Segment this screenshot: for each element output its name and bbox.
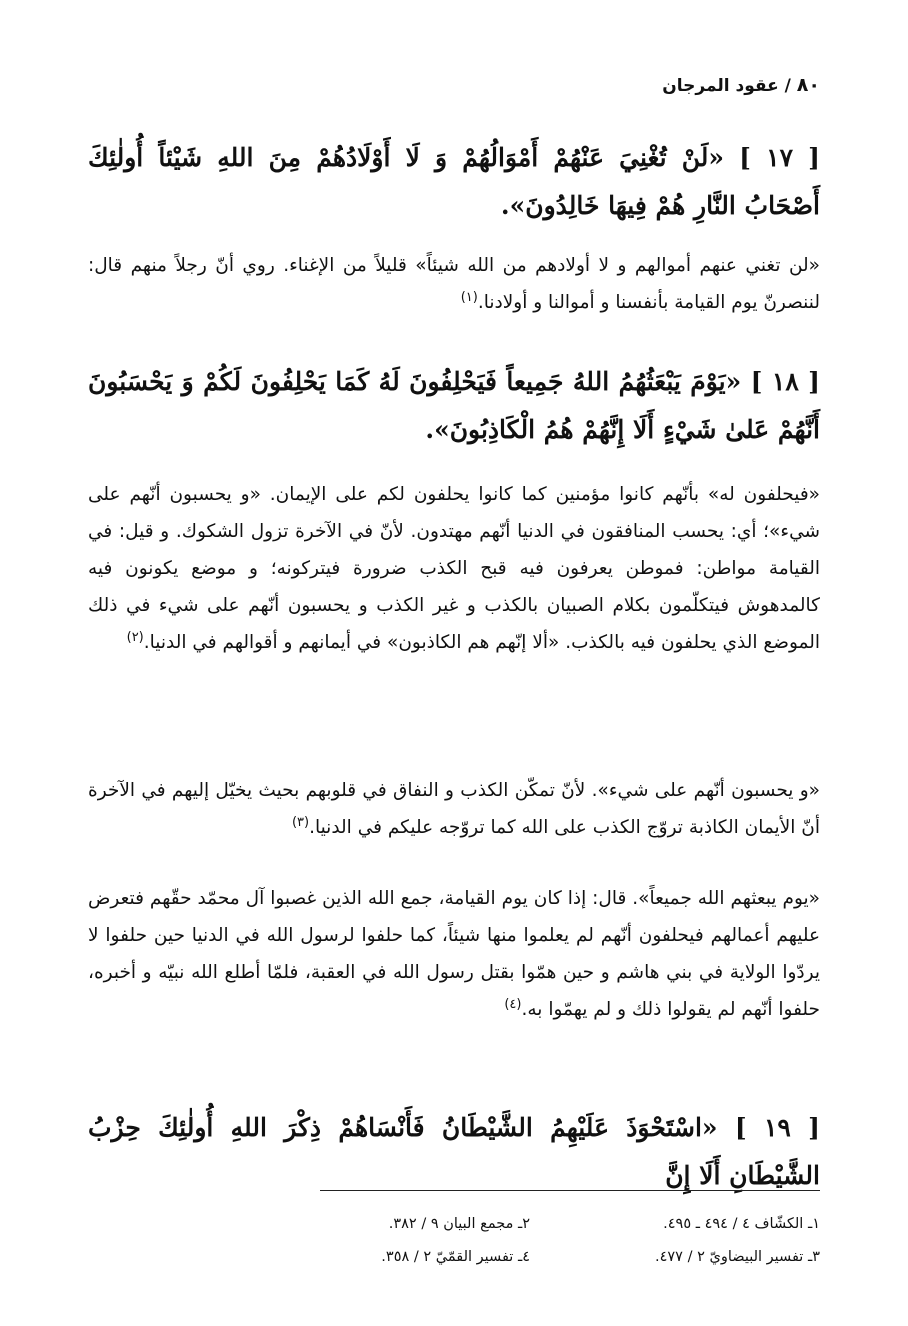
running-header [662,74,820,96]
commentary-paragraph [88,880,820,1028]
book-title: عقود المرجان [662,76,779,96]
paragraph-text: «فيحلفون له» بأنّهم كانوا مؤمنين كما كانوا يحلفون لكم على الإيمان. «و يحسبون أنّهم على شيء»؛ أي: يحسب المنافقون في الدنيا أنّهم مهتدون. لأنّ في الآخرة تزول الشكوك. و قيل: في القيامة مواطن: فموطن يعرفون فيه قبح الكذب ضرورة فيتركونه؛ و موضع يكونون فيه كالمدهوش فيتكلّمون بكلام الصبيان بالكذب و غير الكذب و يحسبون أنّهم على شيء في ذلك الموضع الذي يحلفون فيه بالكذب. «ألا إنّهم هم الكاذبون» في أيمانهم و أقوالهم في الدنيا. [88,484,820,653]
page-number: ٨٠ [796,74,820,96]
commentary-paragraph [88,247,820,321]
verse-text: [ ١٨ ] «يَوْمَ يَبْعَثُهُمُ اللهُ جَمِيعاً فَيَحْلِفُونَ لَهُ كَمَا يَحْلِفُونَ لَكُمْ وَ يَحْسَبُونَ أَنَّهُمْ عَلىٰ شَيْءٍ أَلَا إِنَّهُمْ هُمُ الْكَاذِبُونَ». [88,367,820,444]
footnote-2: ٢ـ مجمع البيان ٩ / ٣٨٢. [388,1216,530,1232]
verse-17 [88,134,820,230]
verse-19 [88,1104,820,1200]
footnote-ref: (٣) [291,814,310,830]
verse-18 [88,358,820,454]
paragraph-text: «لن تغني عنهم أموالهم و لا أولادهم من الله شيئاً» قليلاً من الإغناء. روي أنّ رجلاً منهم قال: لننصرنّ يوم القيامة بأنفسنا و أموالنا و أولادنا. [88,255,820,313]
footnote-1: ١ـ الكشّاف ٤ / ٤٩٤ ـ ٤٩٥. [663,1216,820,1232]
header-separator: / [784,76,791,96]
footnote-ref: (٢) [126,629,144,645]
footnote-3: ٣ـ تفسير البيضاويّ ٢ / ٤٧٧. [655,1249,820,1265]
footnote-ref: (٤) [504,996,522,1012]
footnote-4: ٤ـ تفسير القمّيّ ٢ / ٣٥٨. [381,1249,530,1265]
footnote-ref: (١) [460,289,478,305]
verse-text: [ ١٧ ] «لَنْ تُغْنِيَ عَنْهُمْ أَمْوَالُهُمْ وَ لَا أَوْلَادُهُمْ مِنَ اللهِ شَيْئاً أُولٰئِكَ أَصْحَابُ النَّارِ هُمْ فِيهَا خَالِدُونَ». [88,143,820,220]
paragraph-text: «و يحسبون أنّهم على شيء». لأنّ تمكّن الكذب و النفاق في قلوبهم بحيث يخيّل إليهم في الآخرة أنّ الأيمان الكاذبة تروّج الكذب على الله كما تروّجه عليكم في الدنيا. [88,780,820,838]
footnote-divider [320,1190,820,1191]
paragraph-text: «يوم يبعثهم الله جميعاً». قال: إذا كان يوم القيامة، جمع الله الذين غصبوا آل محمّد حقّهم فتعرض عليهم أعمالهم فيحلفون أنّهم لم يعلموا منها شيئاً، كما حلفوا لرسول الله في الدنيا حين حلفوا لا يردّوا الولاية في بني هاشم و حين همّوا بقتل رسول الله في العقبة، فلمّا أطلع الله نبيّه و أخبره، حلفوا أنّهم لم يقولوا ذلك و لم يهمّوا به. [88,888,820,1020]
footnotes [260,1208,820,1274]
commentary-paragraph [88,476,820,661]
verse-text: [ ١٩ ] «اسْتَحْوَذَ عَلَيْهِمُ الشَّيْطَانُ فَأَنْسَاهُمْ ذِكْرَ اللهِ أُولٰئِكَ حِزْبُ الشَّيْطَانِ أَلَا إِنَّ [88,1113,820,1190]
commentary-paragraph [88,772,820,846]
